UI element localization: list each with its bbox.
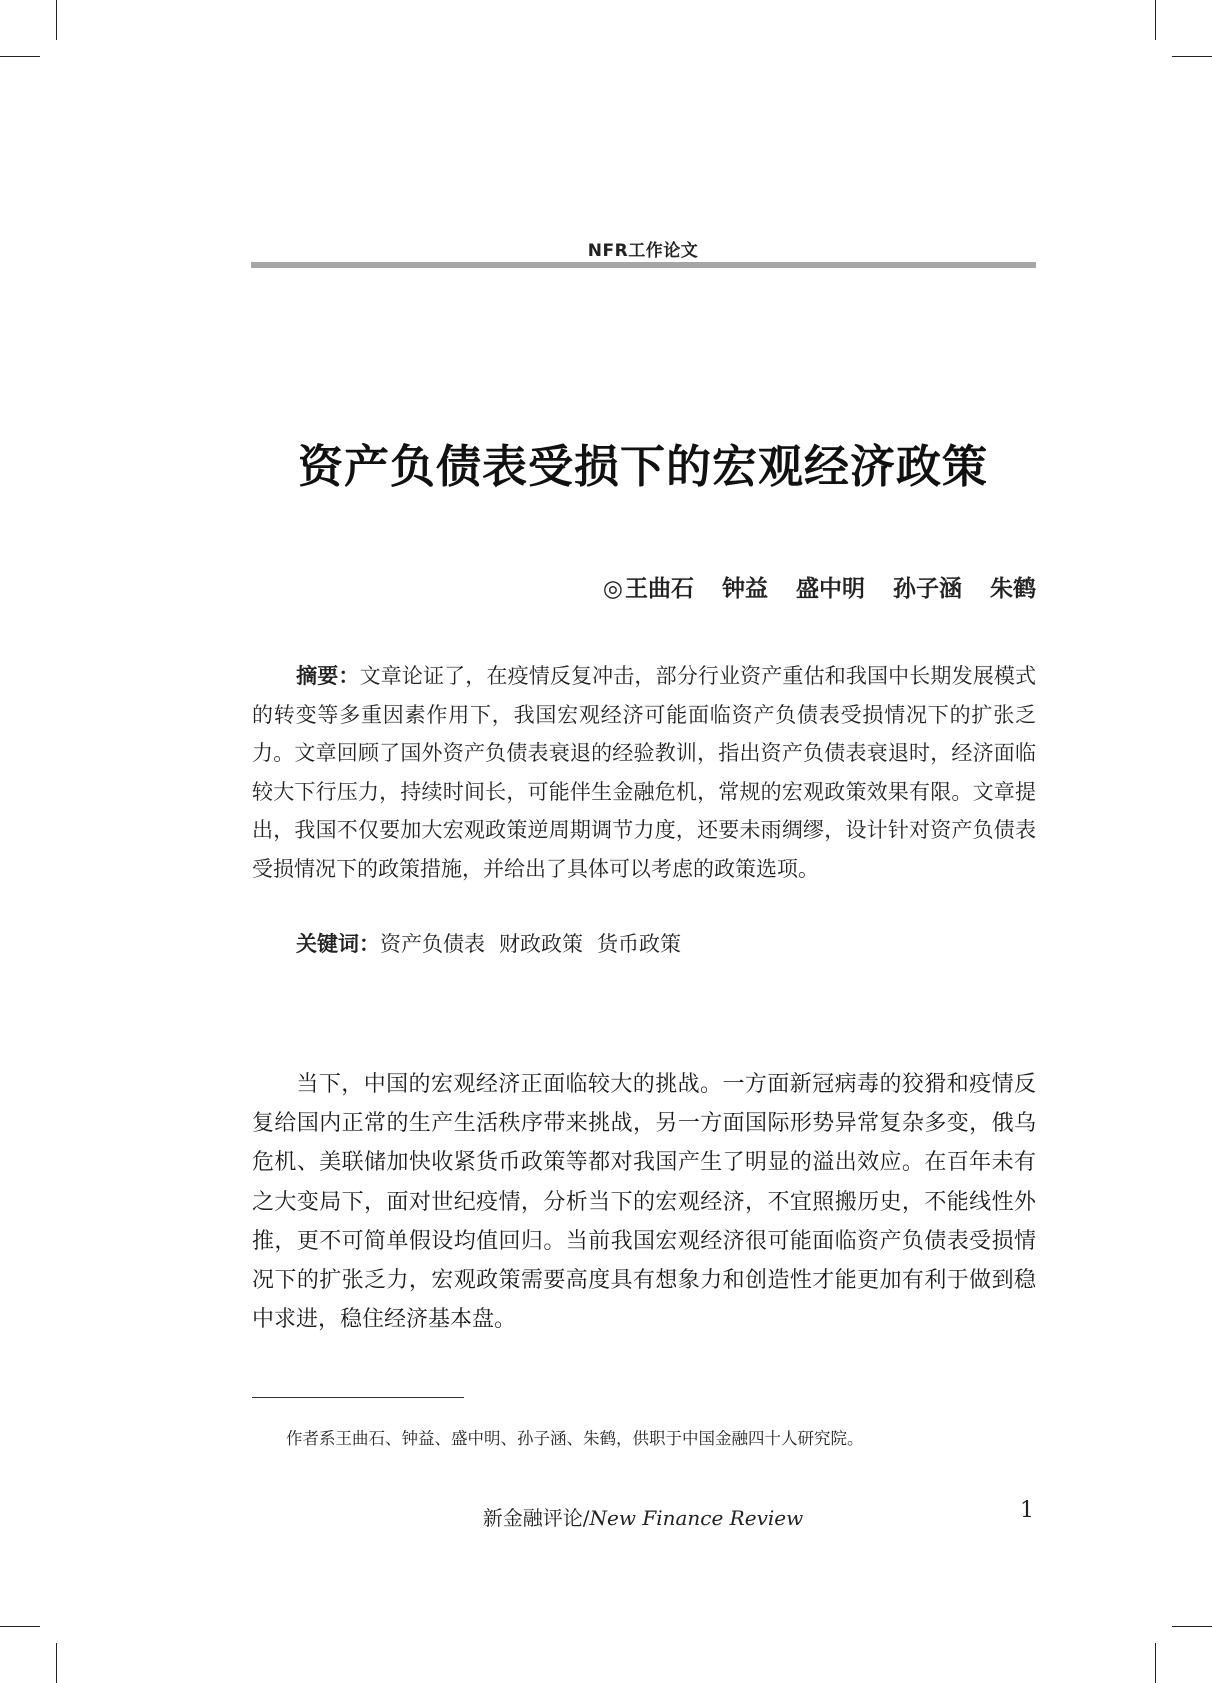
keywords: [296, 928, 695, 958]
page-number: 1: [1020, 1498, 1034, 1523]
author-name: 朱鹤: [990, 576, 1036, 602]
crop-mark: [1155, 1643, 1156, 1683]
body-paragraph: [252, 1065, 1036, 1339]
body-paragraph-text: 当下，中国的宏观经济正面临较大的挑战。一方面新冠病毒的狡猾和疫情反复给国内正常的生产生活秩序带来挑战，另一方面国际形势异常复杂多变，俄乌危机、美联储加快收紧货币政策等都对我国产生了明显的溢出效应。在百年未有之大变局下，面对世纪疫情，分析当下的宏观经济，不宜照搬历史，不能线性外推，更不可简单假设均值回归。当前我国宏观经济很可能面临资产负债表受损情况下的扩张乏力，宏观政策需要高度具有想象力和创造性才能更加有利于做到稳中求进，稳住经济基本盘。: [252, 1072, 1036, 1333]
crop-mark: [0, 1626, 40, 1627]
keyword: 资产负债表: [380, 932, 485, 956]
keyword: 财政政策: [499, 932, 583, 956]
crop-mark: [1172, 1626, 1212, 1627]
paper-title: 资产负债表受损下的宏观经济政策: [297, 440, 988, 493]
author-mark: ◎: [602, 576, 623, 602]
journal-name: [250, 1502, 1036, 1531]
keyword: 货币政策: [597, 932, 681, 956]
abstract: [252, 657, 1036, 889]
footnote-rule: [252, 1397, 464, 1398]
author-name: 孙子涵: [893, 576, 962, 602]
journal-name-en: New Finance Review: [589, 1506, 804, 1530]
footnote: 作者系王曲石、钟益、盛中明、孙子涵、朱鹤，供职于中国金融四十人研究院。: [286, 1429, 864, 1448]
crop-mark: [56, 1643, 57, 1683]
crop-mark: [1172, 56, 1212, 57]
journal-name-cn: 新金融评论: [482, 1506, 583, 1530]
journal-separator: /: [582, 1506, 590, 1530]
author-name: 王曲石: [625, 576, 694, 602]
author-list: [603, 570, 1036, 603]
crop-mark: [1155, 0, 1156, 40]
author-name: 盛中明: [796, 576, 865, 602]
abstract-label: 摘要：: [296, 664, 360, 688]
crop-mark: [56, 0, 57, 40]
abstract-text: 文章论证了，在疫情反复冲击，部分行业资产重估和我国中长期发展模式的转变等多重因素作用下，我国宏观经济可能面临资产负债表受损情况下的扩张乏力。文章回顾了国外资产负债表衰退的经验教训，指出资产负债表衰退时，经济面临较大下行压力，持续时间长，可能伴生金融危机，常规的宏观政策效果有限。文章提出，我国不仅要加大宏观政策逆周期调节力度，还要未雨绸缪，设计针对资产负债表受损情况下的政策措施，并给出了具体可以考虑的政策选项。: [252, 664, 1037, 881]
keywords-label: 关键词：: [296, 932, 380, 956]
header-rule: [251, 262, 1036, 268]
crop-mark: [0, 56, 40, 57]
section-label: NFR工作论文: [587, 241, 699, 261]
author-name: 钟益: [722, 576, 768, 602]
